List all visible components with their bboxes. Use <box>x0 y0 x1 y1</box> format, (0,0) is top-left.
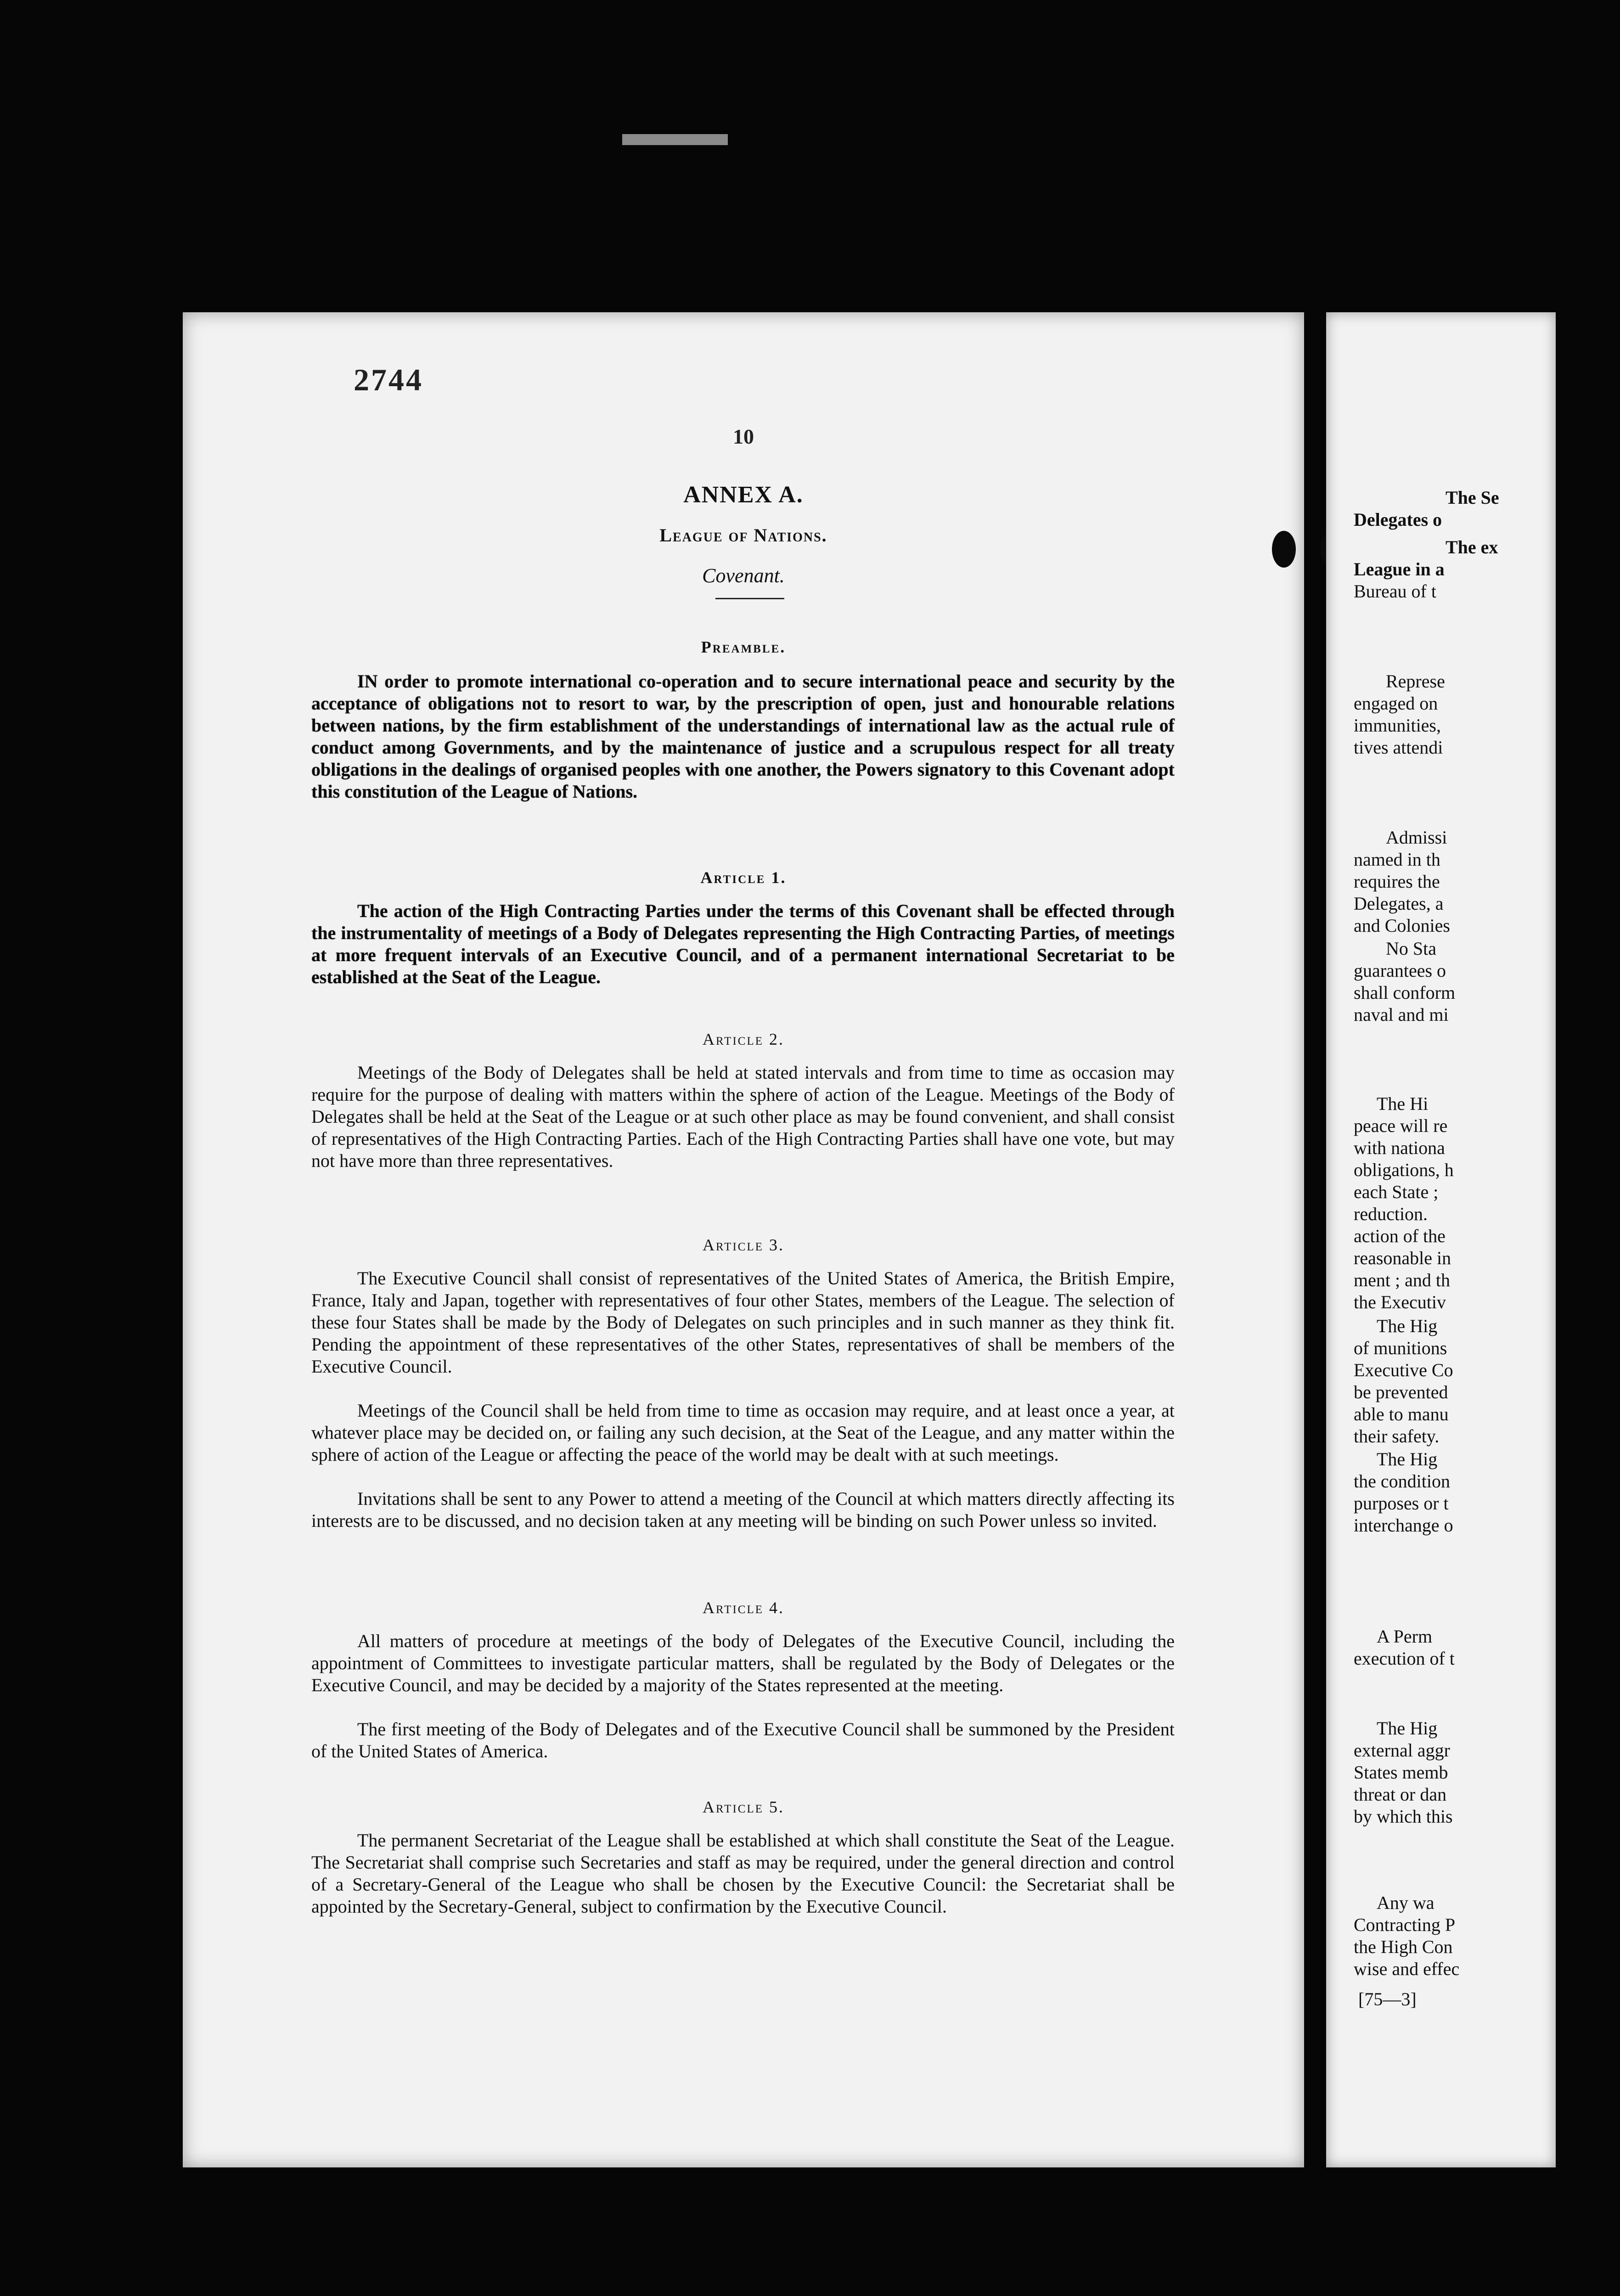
adjacent-page-text-fragment: the condition <box>1354 1471 1450 1491</box>
adjacent-page-text-fragment: execution of t <box>1354 1648 1455 1669</box>
adjacent-page-text-fragment: reduction. <box>1354 1204 1428 1224</box>
adjacent-page-text-fragment: Delegates o <box>1354 509 1442 530</box>
adjacent-page-text-fragment: and Colonies <box>1354 915 1450 936</box>
adjacent-page-text-fragment: requires the <box>1354 871 1440 892</box>
binder-hole-left <box>1272 531 1296 568</box>
article-4-heading: Article 4. <box>703 1598 784 1617</box>
adjacent-page-text-fragment: the High Con <box>1354 1936 1453 1957</box>
covenant-title: Covenant. <box>702 564 785 587</box>
article-3-heading: Article 3. <box>703 1236 784 1254</box>
adjacent-page-text-fragment: The Hig <box>1377 1316 1438 1336</box>
document-page <box>183 312 1304 2167</box>
adjacent-page-text-fragment: tives attendi <box>1354 737 1443 758</box>
adjacent-page-text-fragment: League in a <box>1354 559 1445 580</box>
article-5-text: The permanent Secretariat of the League shall be established at which shall constitute the Seat of the League. The Secretariat shall comprise such Secretaries and staff as may be required, under the general direction and control of a Secretary-General of the League who shall be chosen by the Executive Council: the Secretariat shall be appointed by the Secretary-General, subject to confirmation by the Executive Council. <box>311 1830 1175 1917</box>
adjacent-page-text-fragment: interchange o <box>1354 1515 1453 1536</box>
adjacent-page-text-fragment: by which this <box>1354 1806 1453 1827</box>
article-2-heading: Article 2. <box>703 1030 784 1048</box>
adjacent-page-text-fragment: The Hig <box>1377 1449 1438 1469</box>
adjacent-page-text-fragment: [75—3] <box>1358 1989 1417 2009</box>
scan-top-mark <box>622 134 728 145</box>
adjacent-page-fragment <box>1326 312 1556 2167</box>
article-4-para-1: All matters of procedure at meetings of the body of Delegates of the Executive Council, including the appointment of Committees to investigate particular matters, shall be regulated by the Body of Delegates or the Executive Council, and may be decided by a majority of the States represented at the meeting. <box>311 1631 1175 1695</box>
adjacent-page-text-fragment: threat or dan <box>1354 1784 1447 1805</box>
adjacent-page-text-fragment: Admissi <box>1386 827 1447 848</box>
adjacent-page-text-fragment: The Hi <box>1377 1093 1429 1114</box>
article-1-heading: Article 1. <box>700 868 787 887</box>
adjacent-page-text-fragment: shall conform <box>1354 982 1456 1003</box>
adjacent-page-text-fragment: be prevented <box>1354 1382 1448 1402</box>
adjacent-page-text-fragment: naval and mi <box>1354 1004 1449 1025</box>
adjacent-page-text-fragment: their safety. <box>1354 1426 1440 1446</box>
adjacent-page-text-fragment: A Perm <box>1377 1626 1433 1647</box>
league-title: League of Nations. <box>659 525 827 546</box>
preamble-heading: Preamble. <box>701 638 786 656</box>
adjacent-page-text-fragment: No Sta <box>1386 938 1436 959</box>
adjacent-page-text-fragment: guarantees o <box>1354 960 1446 981</box>
title-divider <box>715 598 784 599</box>
annex-title: ANNEX A. <box>683 482 804 508</box>
adjacent-page-text-fragment: each State ; <box>1354 1182 1439 1202</box>
adjacent-page-text-fragment: engaged on <box>1354 693 1438 714</box>
adjacent-page-text-fragment: Any wa <box>1377 1892 1434 1913</box>
article-5-heading: Article 5. <box>703 1798 784 1816</box>
adjacent-page-text-fragment: named in th <box>1354 849 1440 870</box>
article-3-para-1: The Executive Council shall consist of representatives of the United States of America, the British Empire, France, Italy and Japan, together with representatives of four other States, members of the League. The selection of these four States shall be made by the Body of Delegates on such principles and in such manner as they think fit. Pending the appointment of these representatives of the other States, representatives of shall be members of the Executive Council. <box>311 1268 1175 1377</box>
article-2-text: Meetings of the Body of Delegates shall be held at stated intervals and from time to time as occasion may require for the purpose of dealing with matters within the sphere of action of the League. Meetings of the Body of Delegates shall be held at the Seat of the League or at such other place as may be found convenient, and shall consist of representatives of the High Contracting Parties. Each of the High Contracting Parties shall have one vote, but may not have more than three representatives. <box>311 1062 1175 1171</box>
article-4-para-2: The first meeting of the Body of Delegates and of the Executive Council shall be summoned by the President of the United States of America. <box>311 1719 1175 1761</box>
adjacent-page-text-fragment: the Executiv <box>1354 1292 1446 1312</box>
adjacent-page-text-fragment: Delegates, a <box>1354 893 1444 914</box>
adjacent-page-text-fragment: Executive Co <box>1354 1360 1453 1380</box>
adjacent-page-text-fragment: peace will re <box>1354 1115 1448 1136</box>
adjacent-page-text-fragment: with nationa <box>1354 1137 1445 1158</box>
adjacent-page-text-fragment: Represe <box>1386 671 1445 692</box>
adjacent-page-text-fragment: The ex <box>1446 537 1498 557</box>
adjacent-page-text-fragment: The Hig <box>1377 1718 1438 1739</box>
adjacent-page-text-fragment: external aggr <box>1354 1740 1450 1761</box>
article-3-para-2: Meetings of the Council shall be held from time to time as occasion may require, and at least once a year, at whatever place may be decided on, or failing any such decision, at the Seat of the League, and any matter within the sphere of action of the League or affecting the peace of the world may be dealt with at such meetings. <box>311 1400 1175 1465</box>
adjacent-page-text-fragment: States memb <box>1354 1762 1448 1783</box>
adjacent-page-text-fragment: of munitions <box>1354 1338 1447 1358</box>
adjacent-page-text-fragment: immunities, <box>1354 715 1441 736</box>
adjacent-page-text-fragment: The Se <box>1446 487 1499 508</box>
adjacent-page-text-fragment: Contracting P <box>1354 1914 1456 1935</box>
adjacent-page-text-fragment: able to manu <box>1354 1404 1449 1424</box>
adjacent-page-text-fragment: purposes or t <box>1354 1493 1449 1514</box>
preamble-text: IN order to promote international co-operation and to secure international peace and security by the acceptance of obligations not to resort to war, by the prescription of open, just and honourable relations between nations, by the firm establishment of the understandings of international law as the actual rule of conduct among Governments, and by the maintenance of justice and a scrupulous respect for all treaty obligations in the dealings of organised peoples with one another, the Powers signatory to this Covenant adopt this constitution of the League of Nations. <box>311 671 1175 802</box>
adjacent-page-text-fragment: obligations, h <box>1354 1159 1454 1180</box>
adjacent-page-text-fragment: Bureau of t <box>1354 581 1436 602</box>
corner-document-number: 2744 <box>354 362 423 397</box>
adjacent-page-text-fragment: action of the <box>1354 1226 1446 1246</box>
adjacent-page-text-fragment: reasonable in <box>1354 1248 1451 1268</box>
adjacent-page-text-fragment: wise and effec <box>1354 1958 1460 1979</box>
article-1-text: The action of the High Contracting Parties under the terms of this Covenant shall be effected through the instrumentality of meetings of a Body of Delegates representing the High Contracting Parties, of meetings at more frequent intervals of an Executive Council, and of a permanent international Secretariat to be established at the Seat of the League. <box>311 900 1175 987</box>
adjacent-page-text-fragment: ment ; and th <box>1354 1270 1450 1290</box>
article-3-para-3: Invitations shall be sent to any Power to attend a meeting of the Council at which matters directly affecting its interests are to be discussed, and no decision taken at any meeting will be binding on such Power unless so invited. <box>311 1488 1175 1531</box>
page-number: 10 <box>733 425 754 448</box>
